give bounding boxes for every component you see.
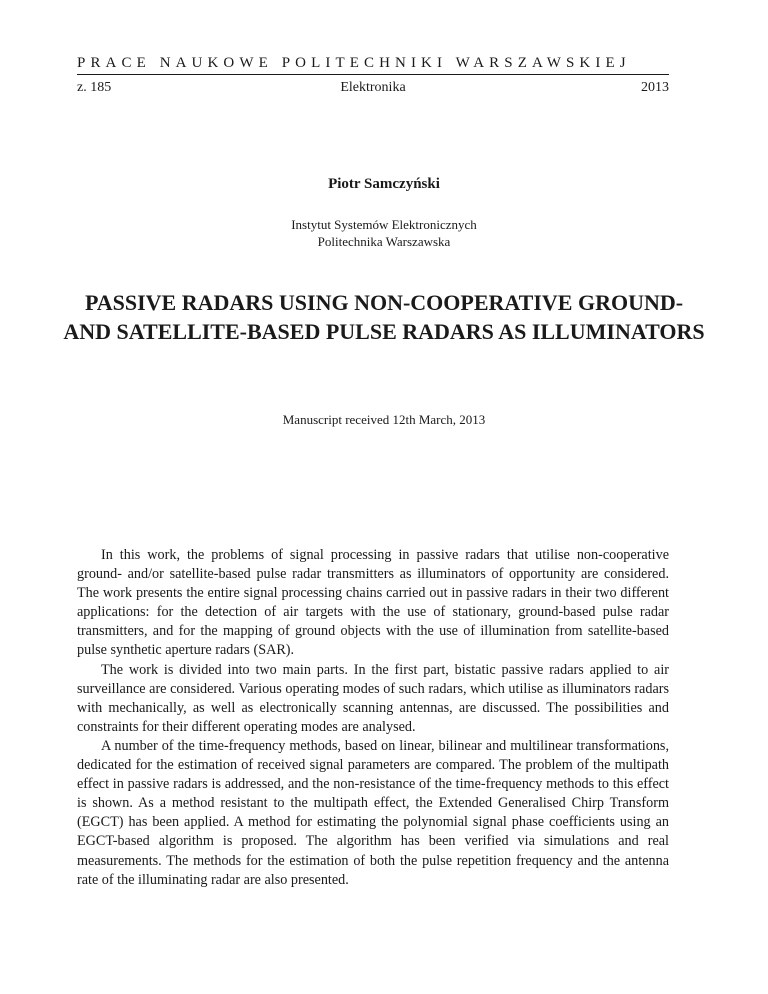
abstract-paragraph: The work is divided into two main parts. In the first part, bistatic passive radars applied to air surveillance are considered. Various operating modes of such radars, which utilise as illuminators radars with mechanically, as well as electronically scanning antennas, are discussed. The possibilities and constraints for their different operating modes are analysed. [77, 661, 669, 735]
author-name: Piotr Samczyński [328, 176, 440, 192]
abstract-paragraph: In this work, the problems of signal processing in passive radars that utilise non-cooperative ground- and/or satellite-based pulse radar transmitters as illuminators of opportunity are considered. The work presents the entire signal processing chains carried out in passive radars in their two different applications: for the detection of air targets with the use of stationary, ground-based pulse radar transmitters, and for the mapping of ground objects with the use of illumination from satellite-based pulse synthetic aperture radars (SAR). [77, 547, 669, 659]
journal-header [77, 54, 669, 97]
journal-issue: z. 185 [77, 80, 112, 95]
received-date: Manuscript received 12th March, 2013 [282, 412, 486, 427]
journal-year: 2013 [641, 80, 669, 95]
affiliation-institute: Instytut Systemów Elektronicznych [291, 217, 477, 232]
paper-title: PASSIVE RADARS USING NON-COOPERATIVE GROUND- AND SATELLITE-BASED PULSE RADARS AS ILLUMINATORS [63, 290, 705, 344]
journal-section: Elektronika [340, 80, 406, 95]
journal-name: PRACE NAUKOWE POLITECHNIKI WARSZAWSKIEJ [77, 54, 669, 75]
affiliation [0, 216, 768, 250]
abstract-paragraph: A number of the time-frequency methods, based on linear, bilinear and multilinear transformations, dedicated for the estimation of received signal parameters are compared. The problem of the multipath effect in passive radars is addressed, and the non-resistance of the time-frequency methods to this effect is shown. As a method resistant to the multipath effect, the Extended Generalised Chirp Transform (EGCT) has been applied. A method for estimating the polynomial signal phase coefficients using an EGCT-based algorithm is proposed. The algorithm has been verified via simulations and real measurements. The methods for the estimation of both the pulse repetition frequency and the antenna rate of the illuminating radar are also presented. [77, 737, 669, 888]
affiliation-university: Politechnika Warszawska [317, 234, 451, 249]
abstract [77, 546, 669, 890]
journal-meta [77, 79, 669, 97]
